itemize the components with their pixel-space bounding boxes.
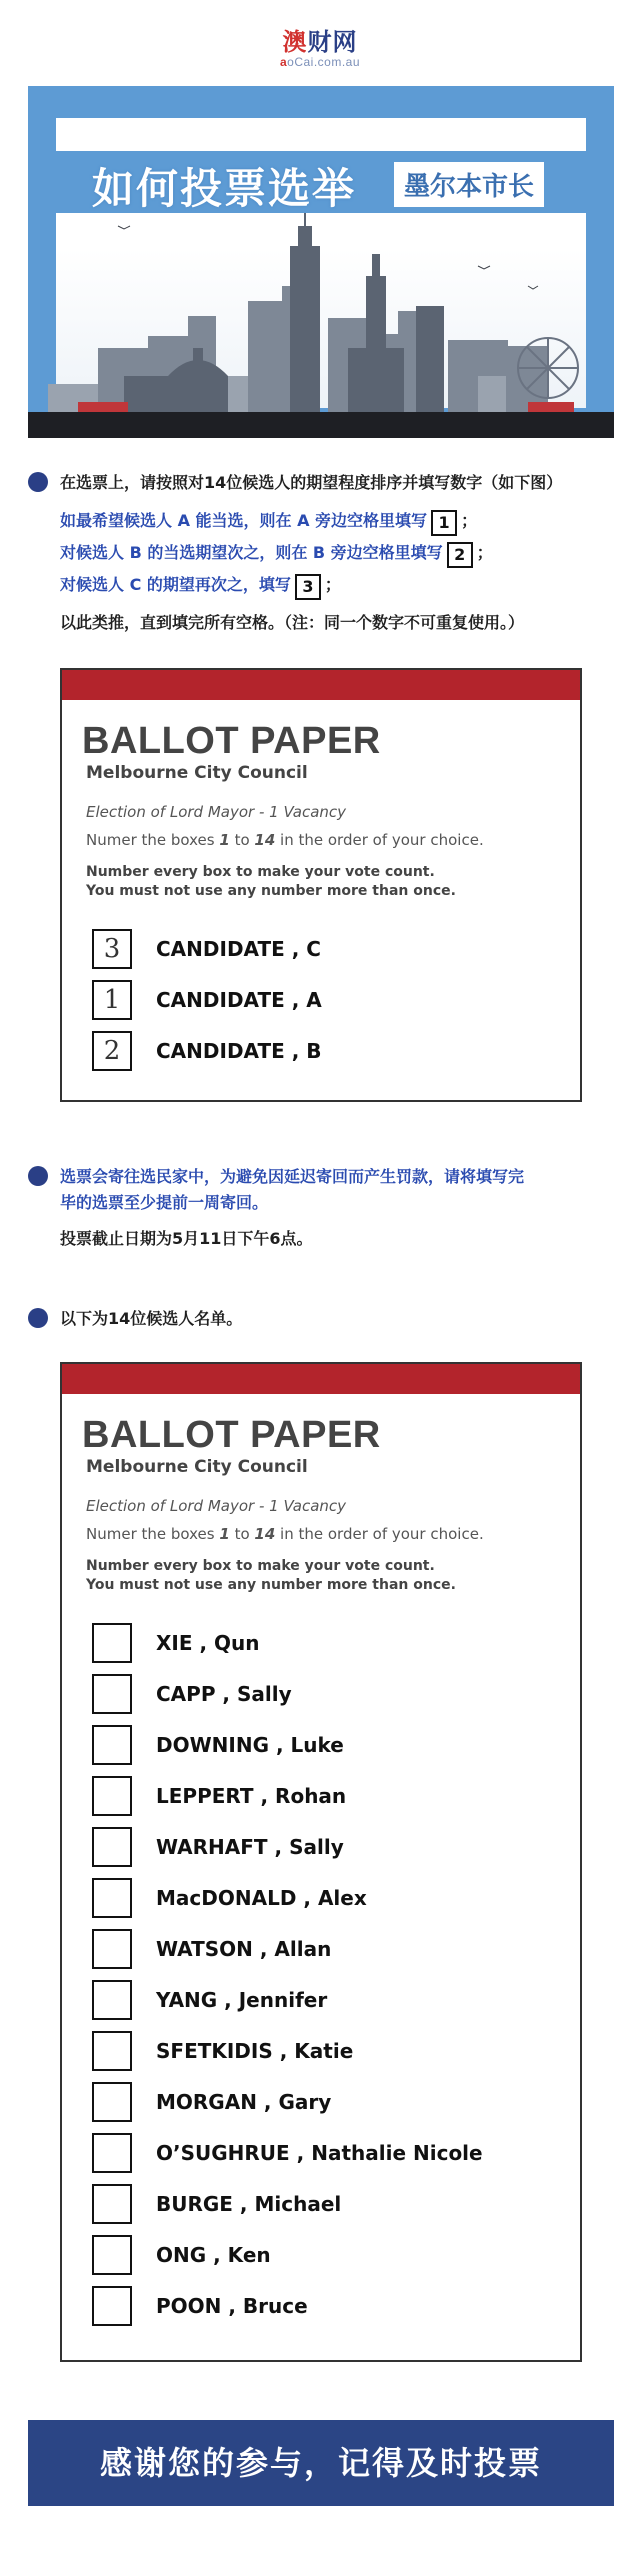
candidate-vote-box[interactable] <box>92 1674 132 1714</box>
numer-from: 1 <box>219 831 230 849</box>
candidate-name: MacDONALD , Alex <box>156 1885 367 1910</box>
ballot-full-candidates <box>92 1617 580 2331</box>
bullet-icon <box>28 472 48 492</box>
ballot-top-bar <box>62 1364 580 1394</box>
number-box: 1 <box>431 510 457 536</box>
candidate-list-intro <box>28 1306 618 1332</box>
instructions-line2 <box>60 508 640 536</box>
banner-title: 如何投票选举 <box>92 164 357 213</box>
candidate-vote-box[interactable]: 3 <box>92 929 132 969</box>
candidate-vote-box[interactable]: 2 <box>92 1031 132 1071</box>
candidate-vote-box[interactable] <box>92 2286 132 2326</box>
ballot-rule-2: You must not use any number more than once. <box>86 883 456 899</box>
logo-domain-accent: a <box>279 55 288 69</box>
logo-brand-rest: 财网 <box>307 28 358 56</box>
candidate-vote-box[interactable]: 1 <box>92 980 132 1020</box>
candidate-name: YANG , Jennifer <box>156 1987 328 2012</box>
ballot-rule-1: Number every box to make your vote count. <box>86 864 435 880</box>
candidate-name: XIE , Qun <box>156 1630 260 1655</box>
candidate-name: CANDIDATE , B <box>156 1038 322 1063</box>
numer-post: in the order of your choice. <box>275 831 484 849</box>
logo-brand <box>0 22 640 57</box>
candidate-name: SFETKIDIS , Katie <box>156 2038 354 2063</box>
candidate-row <box>92 1025 580 1076</box>
candidate-vote-box[interactable] <box>92 1776 132 1816</box>
candidate-name: BURGE , Michael <box>156 2191 342 2216</box>
list-intro-text: 以下为14位候选人名单。 <box>60 1309 243 1328</box>
candidate-name: O’SUGHRUE , Nathalie Nicole <box>156 2140 483 2165</box>
candidate-vote-box[interactable] <box>92 2235 132 2275</box>
numer-to-word: to <box>229 1525 255 1543</box>
ballot-full <box>60 1362 582 2362</box>
ballot-rules <box>86 1557 580 1595</box>
candidate-vote-box[interactable] <box>92 2082 132 2122</box>
notice-deadline <box>60 1226 640 1252</box>
candidate-vote-box[interactable] <box>92 1725 132 1765</box>
candidate-name: WATSON , Allan <box>156 1936 332 1961</box>
candidate-vote-box[interactable] <box>92 2031 132 2071</box>
ballot-numer-instruction <box>86 1525 580 1543</box>
candidate-row <box>92 923 580 974</box>
logo-brand-accent: 澳 <box>282 28 308 56</box>
candidate-vote-box[interactable] <box>92 2184 132 2224</box>
logo-domain-rest: oCai.com.au <box>287 55 361 69</box>
candidate-name: CAPP , Sally <box>156 1681 292 1706</box>
candidate-vote-box[interactable] <box>92 1827 132 1867</box>
candidate-name: CANDIDATE , A <box>156 987 322 1012</box>
candidate-vote-box[interactable] <box>92 1980 132 2020</box>
ballot-election: Election of Lord Mayor - 1 Vacancy <box>86 803 347 821</box>
bullet-icon <box>28 1166 48 1186</box>
candidate-row <box>92 2025 580 2076</box>
ballot-rules <box>86 863 580 901</box>
ballot-top-bar <box>62 670 580 700</box>
deadline-text: 投票截止日期为5月11日下午6点。 <box>60 1229 313 1248</box>
candidate-vote-box[interactable] <box>92 2133 132 2173</box>
ballot-example <box>60 668 582 1102</box>
hero-banner <box>28 86 614 438</box>
ballot-title: BALLOT PAPER <box>82 720 381 762</box>
candidate-name: MORGAN , Gary <box>156 2089 332 2114</box>
ballot-election: Election of Lord Mayor - 1 Vacancy <box>86 1497 347 1515</box>
candidate-vote-box[interactable] <box>92 1623 132 1663</box>
candidate-row <box>92 1974 580 2025</box>
numer-pre: Numer the boxes <box>86 1525 220 1543</box>
numer-to: 14 <box>254 831 276 849</box>
candidate-vote-box[interactable] <box>92 1878 132 1918</box>
ballot-example-candidates <box>92 923 580 1076</box>
candidate-row <box>92 1617 580 1668</box>
candidate-row <box>92 1872 580 1923</box>
instructions-line1 <box>28 470 618 496</box>
instructions-line4 <box>60 572 640 600</box>
instructions-text-1: 在选票上，请按照对14位候选人的期望程度排序并填写数字（如下图） <box>60 473 563 492</box>
numer-post: in the order of your choice. <box>275 1525 484 1543</box>
candidate-row <box>92 1923 580 1974</box>
candidate-row <box>92 2127 580 2178</box>
instructions-punct-2: ； <box>461 511 478 530</box>
candidate-name: POON , Bruce <box>156 2293 308 2318</box>
candidate-name: ONG , Ken <box>156 2242 271 2267</box>
ballot-rule-2: You must not use any number more than once. <box>86 1577 456 1593</box>
numer-to-word: to <box>229 831 255 849</box>
banner-ground <box>28 412 614 438</box>
notice-text-1: 选票会寄往选民家中，为避免因延迟寄回而产生罚款，请将填写完 <box>60 1167 525 1186</box>
footer-thanks-banner: 感谢您的参与，记得及时投票 <box>28 2420 614 2506</box>
instructions-punct-3: ； <box>476 543 493 562</box>
candidate-name: DOWNING , Luke <box>156 1732 344 1757</box>
candidate-row <box>92 2178 580 2229</box>
candidate-row <box>92 2229 580 2280</box>
logo-domain <box>0 55 640 69</box>
banner-tag: 墨尔本市长 <box>394 162 544 207</box>
numer-to: 14 <box>254 1525 276 1543</box>
instructions-punct-4: ； <box>324 575 341 594</box>
instructions-text-2: 如最希望候选人 A 能当选，则在 A 旁边空格里填写 <box>60 511 428 530</box>
site-logo <box>0 22 640 69</box>
candidate-row <box>92 2076 580 2127</box>
candidate-name: CANDIDATE , C <box>156 936 321 961</box>
ballot-rule-1: Number every box to make your vote count. <box>86 1558 435 1574</box>
candidate-name: WARHAFT , Sally <box>156 1834 344 1859</box>
numer-pre: Numer the boxes <box>86 831 220 849</box>
instructions-line3 <box>60 540 640 568</box>
notice-line2 <box>60 1190 640 1216</box>
candidate-row <box>92 2280 580 2331</box>
notice-text-2: 毕的选票至少提前一周寄回。 <box>60 1193 269 1212</box>
number-box: 2 <box>447 542 473 568</box>
instructions-text-4: 对候选人 C 的期望再次之，填写 <box>60 575 291 594</box>
skyline-illustration <box>28 86 614 438</box>
ballot-numer-instruction <box>86 831 580 849</box>
numer-from: 1 <box>219 1525 230 1543</box>
instructions-line5 <box>60 610 640 636</box>
instructions-text-3: 对候选人 B 的当选期望次之，则在 B 旁边空格里填写 <box>60 543 443 562</box>
candidate-vote-box[interactable] <box>92 1929 132 1969</box>
instructions-text-5: 以此类推，直到填完所有空格。（注：同一个数字不可重复使用。） <box>60 613 525 632</box>
candidate-row <box>92 1770 580 1821</box>
notice-line1 <box>28 1164 618 1190</box>
candidate-row <box>92 1668 580 1719</box>
number-box: 3 <box>295 574 321 600</box>
ballot-council: Melbourne City Council <box>86 763 308 783</box>
candidate-name: LEPPERT , Rohan <box>156 1783 347 1808</box>
candidate-row <box>92 1719 580 1770</box>
ballot-title: BALLOT PAPER <box>82 1414 381 1456</box>
bullet-icon <box>28 1308 48 1328</box>
ballot-council: Melbourne City Council <box>86 1457 308 1477</box>
candidate-row <box>92 974 580 1025</box>
candidate-row <box>92 1821 580 1872</box>
